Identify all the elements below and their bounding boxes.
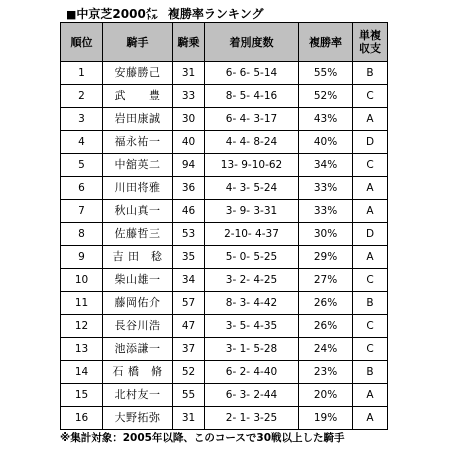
return-grade-cell: A — [353, 384, 388, 407]
header-finish-record: 着別度数 — [205, 23, 299, 62]
place-rate-cell: 40% — [299, 131, 353, 154]
return-grade-cell: C — [353, 315, 388, 338]
rides-cell: 30 — [173, 108, 205, 131]
finish-record-cell: 8- 5- 4-16 — [205, 85, 299, 108]
jockey-cell: 秋山真一 — [103, 200, 173, 223]
rides-cell: 57 — [173, 292, 205, 315]
jockey-cell: 柴山雄一 — [103, 269, 173, 292]
table-row — [61, 223, 388, 246]
jockey-cell: 長谷川浩 — [103, 315, 173, 338]
rank-cell: 14 — [61, 361, 103, 384]
table-row — [61, 361, 388, 384]
rides-cell: 52 — [173, 361, 205, 384]
rank-cell: 1 — [61, 62, 103, 85]
finish-record-cell: 6- 2- 4-40 — [205, 361, 299, 384]
header-return-grade — [353, 23, 388, 62]
finish-record-cell: 4- 4- 8-24 — [205, 131, 299, 154]
jockey-cell: 佐藤哲三 — [103, 223, 173, 246]
finish-record-cell: 3- 9- 3-31 — [205, 200, 299, 223]
table-row — [61, 85, 388, 108]
return-grade-cell: D — [353, 223, 388, 246]
table-row — [61, 269, 388, 292]
rank-cell: 11 — [61, 292, 103, 315]
place-rate-cell: 26% — [299, 292, 353, 315]
jockey-cell: 藤岡佑介 — [103, 292, 173, 315]
place-rate-cell: 29% — [299, 246, 353, 269]
return-grade-cell: A — [353, 246, 388, 269]
rank-cell: 10 — [61, 269, 103, 292]
table-row — [61, 246, 388, 269]
table-row — [61, 407, 388, 430]
place-rate-cell: 24% — [299, 338, 353, 361]
return-grade-cell: A — [353, 200, 388, 223]
jockey-cell: 中舘英二 — [103, 154, 173, 177]
table-row — [61, 315, 388, 338]
page-title — [66, 6, 263, 22]
table-row — [61, 154, 388, 177]
finish-record-cell: 13- 9-10-62 — [205, 154, 299, 177]
finish-record-cell: 3- 1- 5-28 — [205, 338, 299, 361]
place-rate-cell: 34% — [299, 154, 353, 177]
footnote: ※集計対象：2005年以降、このコースで30戦以上した騎手 — [60, 432, 345, 444]
table-row — [61, 177, 388, 200]
place-rate-cell: 33% — [299, 177, 353, 200]
place-rate-cell: 52% — [299, 85, 353, 108]
rank-cell: 4 — [61, 131, 103, 154]
finish-record-cell: 3- 5- 4-35 — [205, 315, 299, 338]
return-grade-cell: B — [353, 361, 388, 384]
place-rate-cell: 23% — [299, 361, 353, 384]
finish-record-cell: 6- 3- 2-44 — [205, 384, 299, 407]
place-rate-cell: 30% — [299, 223, 353, 246]
return-grade-cell: B — [353, 62, 388, 85]
return-grade-cell: C — [353, 85, 388, 108]
rank-cell: 13 — [61, 338, 103, 361]
finish-record-cell: 4- 3- 5-24 — [205, 177, 299, 200]
place-rate-cell: 27% — [299, 269, 353, 292]
title-heading: 複勝率ランキング — [167, 7, 264, 21]
rides-cell: 33 — [173, 85, 205, 108]
table-row — [61, 200, 388, 223]
rank-cell: 6 — [61, 177, 103, 200]
rides-cell: 40 — [173, 131, 205, 154]
rank-cell: 8 — [61, 223, 103, 246]
finish-record-cell: 6- 6- 5-14 — [205, 62, 299, 85]
jockey-cell: 北村友一 — [103, 384, 173, 407]
return-grade-cell: C — [353, 269, 388, 292]
rank-cell: 3 — [61, 108, 103, 131]
jockey-cell: 大野拓弥 — [103, 407, 173, 430]
table-header-row — [61, 23, 388, 62]
return-grade-cell: B — [353, 292, 388, 315]
jockey-cell: 川田将雅 — [103, 177, 173, 200]
return-grade-cell: C — [353, 154, 388, 177]
jockey-cell: 安藤勝己 — [103, 62, 173, 85]
place-rate-cell: 55% — [299, 62, 353, 85]
table-row — [61, 384, 388, 407]
rides-cell: 94 — [173, 154, 205, 177]
place-rate-cell: 33% — [299, 200, 353, 223]
jockey-cell: 武 豊 — [103, 85, 173, 108]
header-jockey: 騎手 — [103, 23, 173, 62]
rank-cell: 16 — [61, 407, 103, 430]
header-rank: 順位 — [61, 23, 103, 62]
ranking-table — [60, 22, 388, 430]
place-rate-cell: 43% — [299, 108, 353, 131]
rides-cell: 36 — [173, 177, 205, 200]
rank-cell: 9 — [61, 246, 103, 269]
title-marker: ■ — [66, 8, 77, 21]
finish-record-cell: 5- 0- 5-25 — [205, 246, 299, 269]
jockey-cell: 池添謙一 — [103, 338, 173, 361]
finish-record-cell: 3- 2- 4-25 — [205, 269, 299, 292]
return-grade-cell: A — [353, 177, 388, 200]
rides-cell: 31 — [173, 62, 205, 85]
rides-cell: 35 — [173, 246, 205, 269]
return-grade-cell: C — [353, 338, 388, 361]
rides-cell: 31 — [173, 407, 205, 430]
jockey-cell: 吉 田 稔 — [103, 246, 173, 269]
return-grade-cell: D — [353, 131, 388, 154]
jockey-cell: 福永祐一 — [103, 131, 173, 154]
finish-record-cell: 2- 1- 3-25 — [205, 407, 299, 430]
rank-cell: 12 — [61, 315, 103, 338]
place-rate-cell: 20% — [299, 384, 353, 407]
rank-cell: 2 — [61, 85, 103, 108]
rank-cell: 7 — [61, 200, 103, 223]
table-row — [61, 338, 388, 361]
title-course: 中京芝2000㍍ — [76, 7, 158, 21]
rides-cell: 34 — [173, 269, 205, 292]
rides-cell: 47 — [173, 315, 205, 338]
rides-cell: 55 — [173, 384, 205, 407]
rides-cell: 53 — [173, 223, 205, 246]
rides-cell: 46 — [173, 200, 205, 223]
finish-record-cell: 2-10- 4-37 — [205, 223, 299, 246]
header-rides: 騎乗 — [173, 23, 205, 62]
return-grade-cell: A — [353, 407, 388, 430]
jockey-cell: 岩田康誠 — [103, 108, 173, 131]
table-row — [61, 108, 388, 131]
table-row — [61, 292, 388, 315]
place-rate-cell: 19% — [299, 407, 353, 430]
return-grade-cell: A — [353, 108, 388, 131]
rank-cell: 15 — [61, 384, 103, 407]
finish-record-cell: 8- 3- 4-42 — [205, 292, 299, 315]
rides-cell: 37 — [173, 338, 205, 361]
place-rate-cell: 26% — [299, 315, 353, 338]
header-place-rate: 複勝率 — [299, 23, 353, 62]
header-return-grade-label: 単複 収支 — [359, 29, 381, 55]
rank-cell: 5 — [61, 154, 103, 177]
table-row — [61, 131, 388, 154]
finish-record-cell: 6- 4- 3-17 — [205, 108, 299, 131]
jockey-cell: 石 橋 脩 — [103, 361, 173, 384]
table-row — [61, 62, 388, 85]
